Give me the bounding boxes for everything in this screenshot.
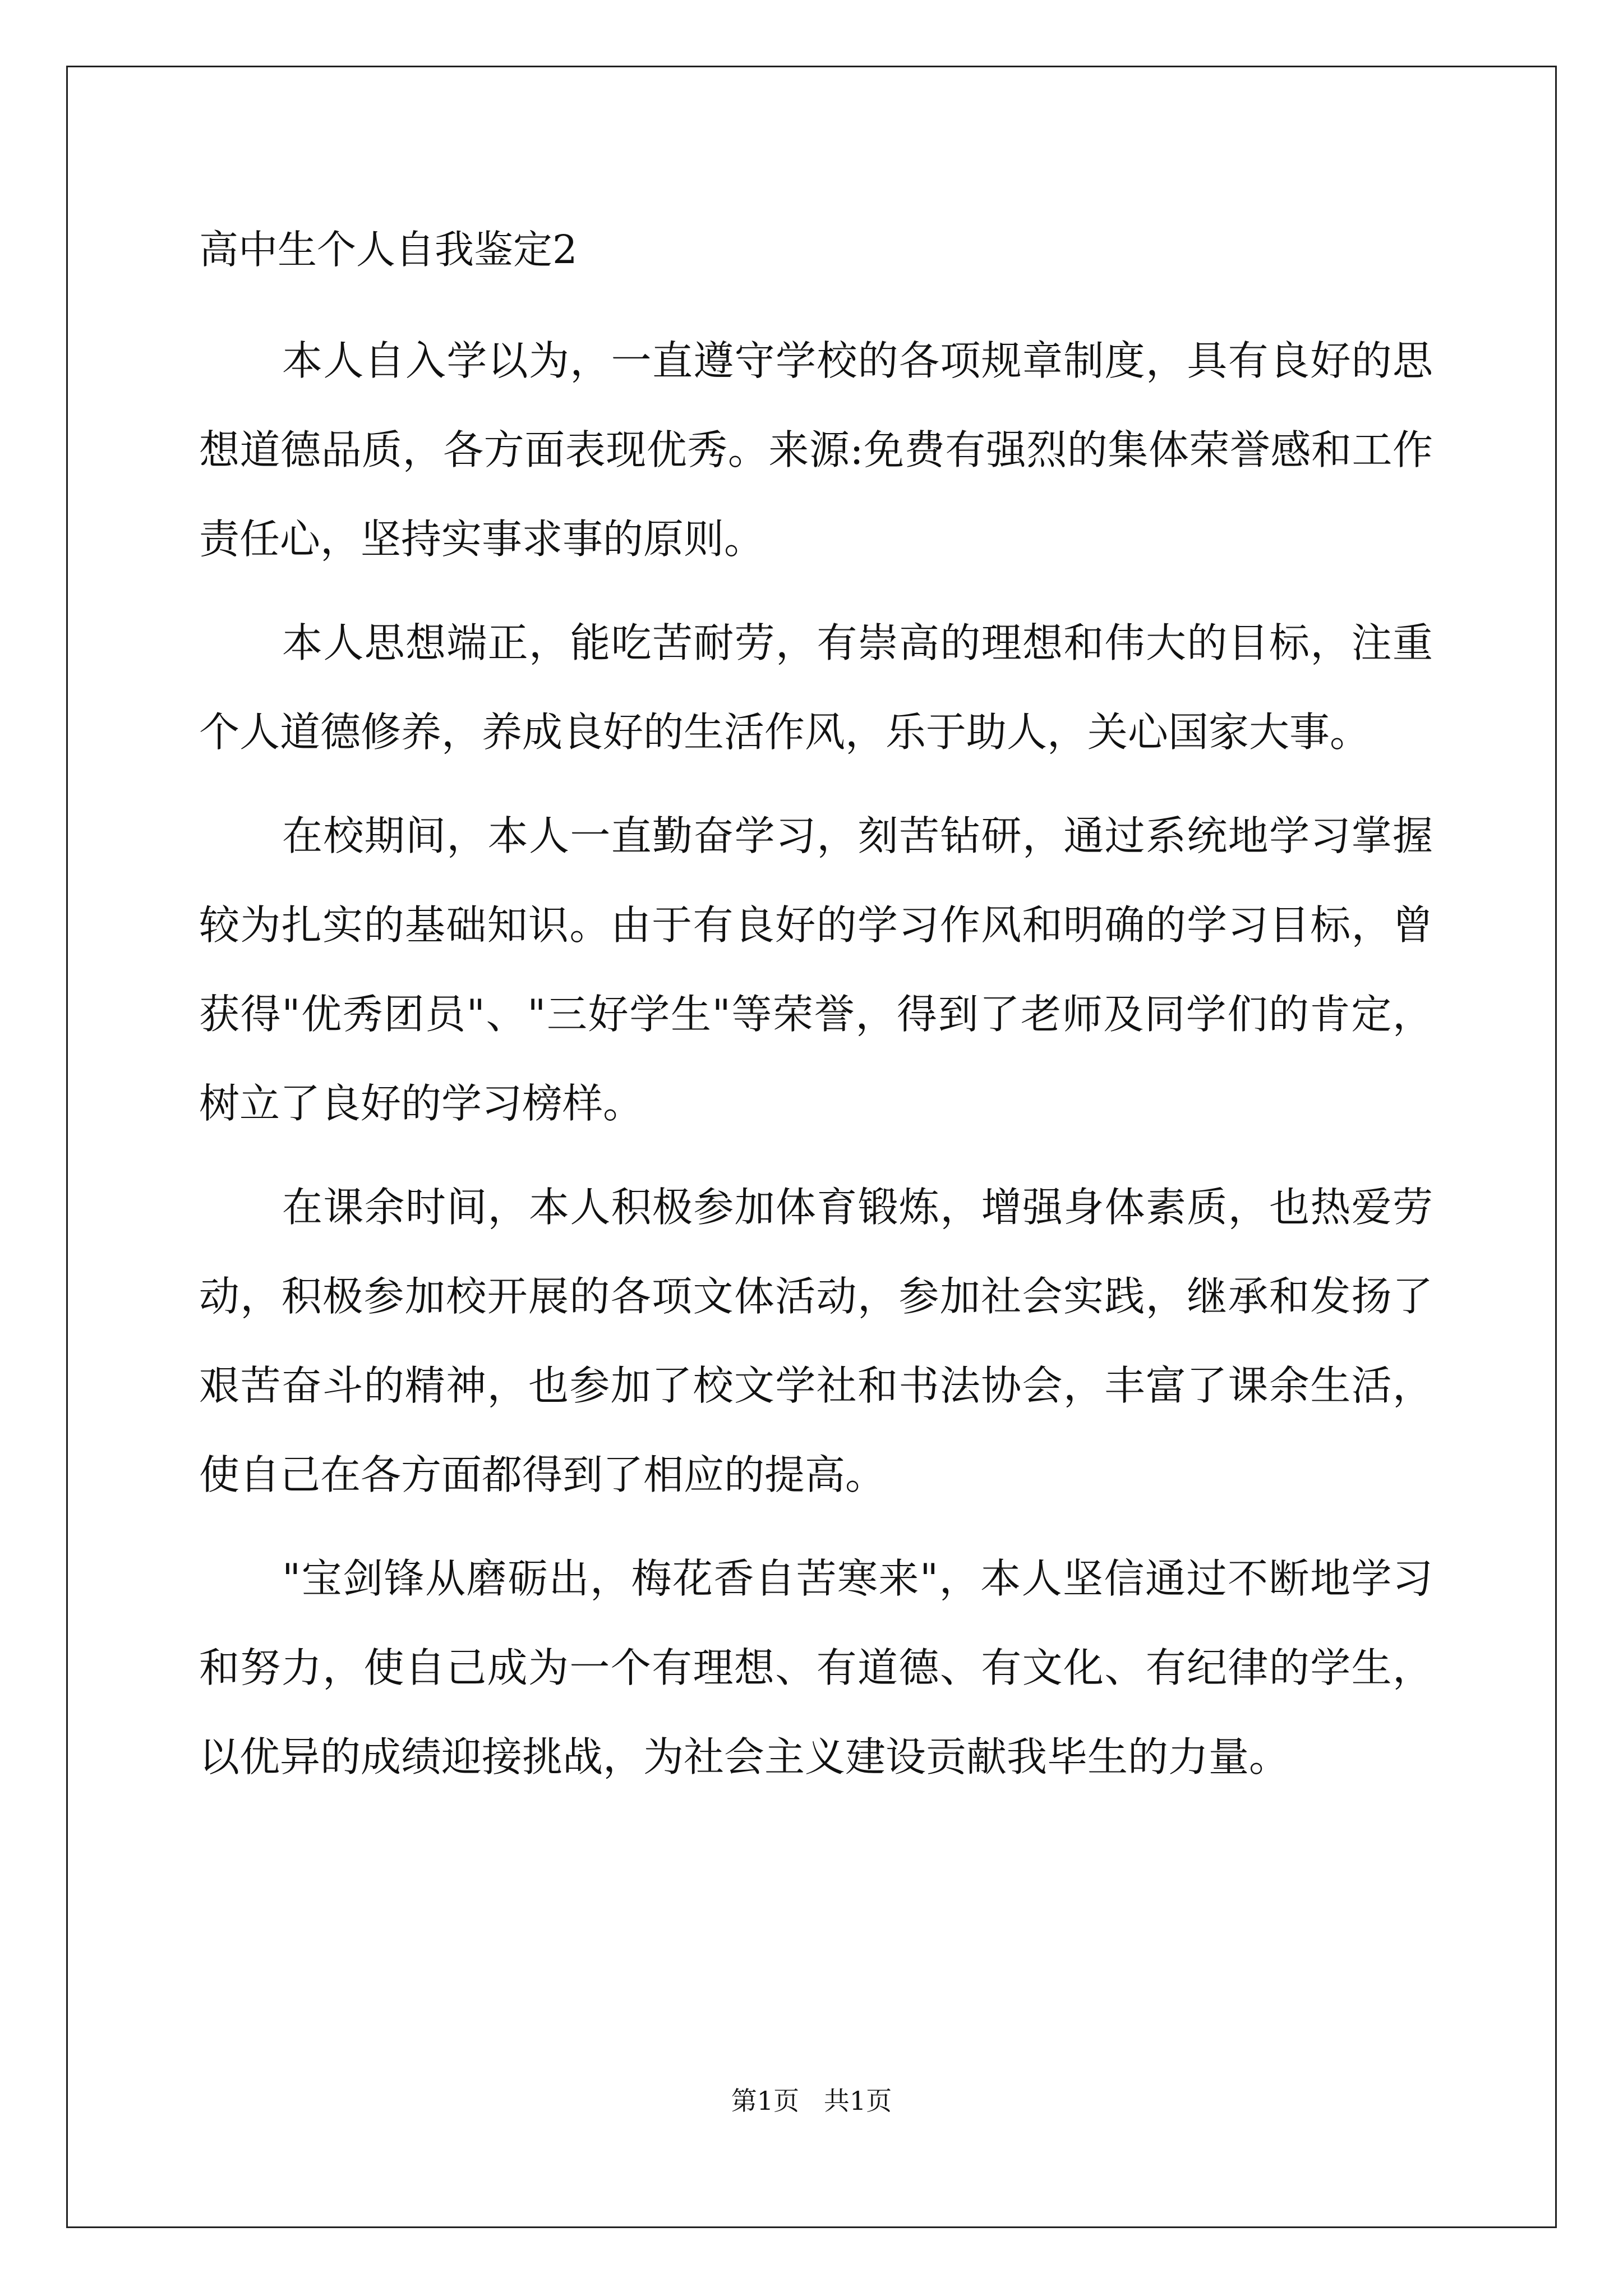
- paragraph-1: 本人自入学以为，一直遵守学校的各项规章制度，具有良好的思想道德品质，各方面表现优秀。来源:免费有强烈的集体荣誉感和工作责任心，坚持实事求事的原则。: [199, 337, 1433, 563]
- document-body: [199, 208, 1433, 1816]
- paragraph-5: "宝剑锋从磨砺出，梅花香自苦寒来"，本人坚信通过不断地学习和努力，使自己成为一个有理想、有道德、有文化、有纪律的学生，以优异的成绩迎接挑战，为社会主义建设贡献我毕生的力量。: [199, 1555, 1433, 1780]
- paragraph-2: 本人思想端正，能吃苦耐劳，有崇高的理想和伟大的目标，注重个人道德修养，养成良好的生活作风，乐于助人，关心国家大事。: [199, 619, 1433, 756]
- paragraph-3: 在校期间，本人一直勤奋学习，刻苦钻研，通过系统地学习掌握较为扎实的基础知识。由于有良好的学习作风和明确的学习目标，曾获得"优秀团员"、"三好学生"等荣誉，得到了老师及同学们的肯定，树立了良好的学习榜样。: [199, 812, 1433, 1127]
- page-number-footer: 第1页 共1页: [731, 2086, 892, 2116]
- document-title: 高中生个人自我鉴定2: [199, 227, 578, 273]
- paragraph-4: 在课余时间，本人积极参加体育锻炼，增强身体素质，也热爱劳动，积极参加校开展的各项文体活动，参加社会实践，继承和发扬了艰苦奋斗的精神，也参加了校文学社和书法协会，丰富了课余生活，使自己在各方面都得到了相应的提高。: [199, 1184, 1433, 1498]
